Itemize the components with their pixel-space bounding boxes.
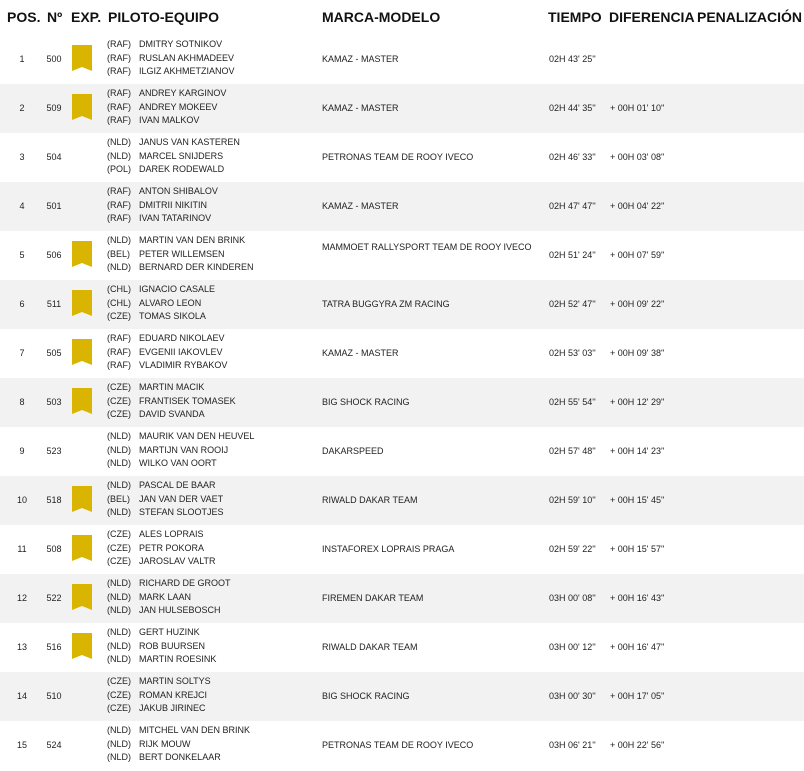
position-cell: 3 bbox=[19, 152, 25, 162]
pilot-entry[interactable] bbox=[107, 528, 216, 542]
pilot-name: ROB BUURSEN bbox=[139, 640, 206, 651]
pilot-name: RICHARD DE GROOT bbox=[139, 578, 231, 588]
pilot-nationality: (CZE) bbox=[107, 703, 131, 713]
number-cell: 503 bbox=[46, 397, 62, 407]
team-cell: BIG SHOCK RACING bbox=[322, 397, 410, 407]
team-cell: RIWALD DAKAR TEAM bbox=[322, 495, 418, 505]
pilot-nationality: (CZE) bbox=[107, 311, 131, 321]
pilots-cell bbox=[107, 87, 226, 128]
pilot-entry[interactable] bbox=[107, 604, 231, 618]
pilot-entry[interactable] bbox=[107, 702, 211, 716]
pilot-name: BERT DONKELAAR bbox=[139, 752, 221, 762]
team-cell: INSTAFOREX LOPRAIS PRAGA bbox=[322, 544, 455, 554]
pilot-nationality: (NLD) bbox=[107, 605, 131, 615]
experience-flag-icon bbox=[72, 584, 92, 610]
pilot-nationality: (RAF) bbox=[107, 52, 131, 63]
pilot-entry[interactable] bbox=[107, 52, 235, 66]
pilot-nationality: (NLD) bbox=[107, 262, 131, 272]
pilot-nationality: (CZE) bbox=[107, 395, 131, 406]
pilot-nationality: (CZE) bbox=[107, 529, 131, 539]
number-cell: 500 bbox=[46, 54, 62, 64]
pilot-nationality: (BEL) bbox=[107, 493, 131, 504]
position-cell: 7 bbox=[19, 348, 25, 358]
difference-cell: + 00H 03' 08'' bbox=[610, 152, 665, 162]
experience-flag-icon bbox=[72, 388, 92, 414]
difference-cell: + 00H 07' 59'' bbox=[610, 250, 665, 260]
header-num[interactable]: Nº bbox=[47, 9, 63, 25]
team-cell: FIREMEN DAKAR TEAM bbox=[322, 593, 424, 603]
pilot-name: ROMAN KREJCI bbox=[139, 689, 208, 700]
pilot-name: GERT HUZINK bbox=[139, 627, 200, 637]
position-cell: 12 bbox=[16, 593, 27, 603]
pilot-name: TOMAS SIKOLA bbox=[139, 311, 206, 321]
experience-flag-icon bbox=[72, 339, 92, 365]
time-cell: 02H 44' 35'' bbox=[549, 103, 596, 113]
pilots-cell bbox=[107, 724, 250, 765]
team-cell: MAMMOET RALLYSPORT TEAM DE ROOY IVECO bbox=[322, 242, 532, 252]
pilot-entry[interactable] bbox=[107, 248, 254, 262]
team-cell: KAMAZ - MASTER bbox=[322, 201, 399, 211]
time-cell: 03H 06' 21'' bbox=[549, 740, 596, 750]
pilot-name: PASCAL DE BAAR bbox=[139, 480, 216, 490]
difference-cell: + 00H 16' 43'' bbox=[610, 593, 665, 603]
experience-flag-icon bbox=[72, 633, 92, 659]
pilots-cell bbox=[107, 185, 218, 226]
pilot-name: FRANTISEK TOMASEK bbox=[139, 395, 236, 406]
time-cell: 02H 53' 03'' bbox=[549, 348, 596, 358]
pilot-entry[interactable] bbox=[107, 297, 215, 311]
pilot-entry[interactable] bbox=[107, 114, 226, 128]
team-cell: KAMAZ - MASTER bbox=[322, 103, 399, 113]
pilot-entry[interactable] bbox=[107, 87, 226, 101]
pilot-name: MARTIN ROESINK bbox=[139, 654, 217, 664]
pilots-cell bbox=[107, 38, 235, 79]
pilot-nationality: (NLD) bbox=[107, 654, 131, 664]
number-cell: 510 bbox=[46, 691, 62, 701]
position-cell: 15 bbox=[16, 740, 27, 750]
table-row[interactable] bbox=[0, 721, 804, 770]
pilots-cell bbox=[107, 332, 227, 373]
pilot-nationality: (NLD) bbox=[107, 431, 131, 441]
number-cell: 518 bbox=[46, 495, 62, 505]
pilot-name: DMITRII NIKITIN bbox=[139, 199, 207, 210]
time-cell: 02H 47' 47'' bbox=[549, 201, 596, 211]
pilot-name: JAROSLAV VALTR bbox=[139, 556, 216, 566]
time-cell: 02H 57' 48'' bbox=[549, 446, 596, 456]
pilot-name: MARTIN VAN DEN BRINK bbox=[139, 235, 246, 245]
pilot-entry[interactable] bbox=[107, 640, 216, 654]
position-cell: 2 bbox=[19, 103, 25, 113]
pilot-entry[interactable] bbox=[107, 444, 254, 458]
pilot-name: BERNARD DER KINDEREN bbox=[139, 262, 254, 272]
experience-flag-icon bbox=[72, 45, 92, 71]
pilot-nationality: (CHL) bbox=[107, 297, 131, 308]
position-cell: 13 bbox=[16, 642, 27, 652]
pilot-entry[interactable] bbox=[107, 653, 216, 667]
pilot-entry[interactable] bbox=[107, 506, 224, 520]
pilot-entry[interactable] bbox=[107, 359, 227, 373]
number-cell: 504 bbox=[46, 152, 62, 162]
pilot-entry[interactable] bbox=[107, 724, 250, 738]
pilot-name: JAN VAN DER VAET bbox=[139, 493, 224, 504]
pilots-cell bbox=[107, 234, 254, 275]
pilot-name: EDUARD NIKOLAEV bbox=[139, 333, 225, 343]
pilot-name: MARTIJN VAN ROOIJ bbox=[139, 444, 229, 455]
pilot-name: STEFAN SLOOTJES bbox=[139, 507, 224, 517]
time-cell: 03H 00' 08'' bbox=[549, 593, 596, 603]
pilot-nationality: (NLD) bbox=[107, 578, 131, 588]
pilot-entry[interactable] bbox=[107, 101, 226, 115]
pilot-name: JANUS VAN KASTEREN bbox=[139, 137, 240, 147]
pilots-cell bbox=[107, 430, 254, 471]
pilot-name: DAREK RODEWALD bbox=[139, 164, 225, 174]
pilot-entry[interactable] bbox=[107, 479, 224, 493]
pilots-cell bbox=[107, 283, 215, 324]
time-cell: 02H 43' 25'' bbox=[549, 54, 596, 64]
table-row[interactable] bbox=[0, 182, 804, 231]
experience-flag-icon bbox=[72, 290, 92, 316]
pilots-cell bbox=[107, 136, 240, 177]
pilot-nationality: (RAF) bbox=[107, 88, 131, 98]
pilot-entry[interactable] bbox=[107, 65, 235, 79]
pilot-entry[interactable] bbox=[107, 689, 211, 703]
position-cell: 14 bbox=[16, 691, 27, 701]
pilots-cell bbox=[107, 626, 216, 667]
position-cell: 5 bbox=[19, 250, 25, 260]
header-tiempo[interactable]: TIEMPO bbox=[548, 9, 602, 25]
pilot-name: ALES LOPRAIS bbox=[139, 529, 204, 539]
table-row[interactable] bbox=[0, 280, 804, 329]
header-diferencia[interactable]: DIFERENCIA bbox=[609, 9, 695, 25]
number-cell: 516 bbox=[46, 642, 62, 652]
pilot-name: DAVID SVANDA bbox=[139, 409, 205, 419]
pilot-nationality: (NLD) bbox=[107, 752, 131, 762]
header-piloto[interactable]: PILOTO-EQUIPO bbox=[108, 9, 219, 25]
team-cell: PETRONAS TEAM DE ROOY IVECO bbox=[322, 152, 474, 162]
time-cell: 02H 52' 47'' bbox=[549, 299, 596, 309]
table-row[interactable] bbox=[0, 672, 804, 721]
number-cell: 509 bbox=[46, 103, 62, 113]
pilot-entry[interactable] bbox=[107, 38, 235, 52]
pilot-entry[interactable] bbox=[107, 457, 254, 471]
pilot-entry[interactable] bbox=[107, 493, 224, 507]
pilot-name: PETER WILLEMSEN bbox=[139, 248, 225, 259]
table-header bbox=[0, 0, 804, 35]
team-cell: RIWALD DAKAR TEAM bbox=[322, 642, 418, 652]
team-cell: TATRA BUGGYRA ZM RACING bbox=[322, 299, 450, 309]
position-cell: 6 bbox=[19, 299, 25, 309]
time-cell: 03H 00' 12'' bbox=[549, 642, 596, 652]
pilots-cell bbox=[107, 675, 211, 716]
table-row[interactable] bbox=[0, 329, 804, 378]
difference-cell: + 00H 09' 22'' bbox=[610, 299, 665, 309]
difference-cell: + 00H 01' 10'' bbox=[610, 103, 665, 113]
pilot-entry[interactable] bbox=[107, 675, 211, 689]
table-row[interactable] bbox=[0, 574, 804, 623]
number-cell: 522 bbox=[46, 593, 62, 603]
pilot-nationality: (RAF) bbox=[107, 101, 131, 112]
table-row[interactable] bbox=[0, 133, 804, 182]
difference-cell: + 00H 14' 23'' bbox=[610, 446, 665, 456]
pilot-name: RIJK MOUW bbox=[139, 738, 191, 749]
pilot-entry[interactable] bbox=[107, 150, 240, 164]
pilot-name: DMITRY SOTNIKOV bbox=[139, 39, 223, 49]
pilot-nationality: (RAF) bbox=[107, 39, 131, 49]
difference-cell: + 00H 15' 57'' bbox=[610, 544, 665, 554]
pilot-name: IVAN MALKOV bbox=[139, 115, 200, 125]
position-cell: 10 bbox=[16, 495, 27, 505]
position-cell: 8 bbox=[19, 397, 25, 407]
pilot-nationality: (CZE) bbox=[107, 382, 131, 392]
difference-cell: + 00H 17' 05'' bbox=[610, 691, 665, 701]
position-cell: 9 bbox=[19, 446, 25, 456]
pilot-nationality: (RAF) bbox=[107, 213, 131, 223]
team-cell: KAMAZ - MASTER bbox=[322, 54, 399, 64]
experience-flag-icon bbox=[72, 241, 92, 267]
pilot-name: PETR POKORA bbox=[139, 542, 205, 553]
time-cell: 02H 59' 22'' bbox=[549, 544, 596, 554]
pilot-name: MARCEL SNIJDERS bbox=[139, 150, 224, 161]
pilots-cell bbox=[107, 528, 216, 569]
team-cell: PETRONAS TEAM DE ROOY IVECO bbox=[322, 740, 474, 750]
pilot-entry[interactable] bbox=[107, 395, 236, 409]
pilot-name: ANTON SHIBALOV bbox=[139, 186, 218, 196]
pilots-cell bbox=[107, 381, 236, 422]
position-cell: 1 bbox=[19, 54, 25, 64]
team-cell: KAMAZ - MASTER bbox=[322, 348, 399, 358]
pilot-nationality: (RAF) bbox=[107, 186, 131, 196]
pilot-nationality: (NLD) bbox=[107, 507, 131, 517]
pilot-entry[interactable] bbox=[107, 555, 216, 569]
pilot-name: IGNACIO CASALE bbox=[139, 284, 216, 294]
pilot-entry[interactable] bbox=[107, 261, 254, 275]
pilot-name: VLADIMIR RYBAKOV bbox=[139, 360, 228, 370]
pilot-nationality: (NLD) bbox=[107, 640, 131, 651]
pilot-nationality: (CZE) bbox=[107, 542, 131, 553]
difference-cell: + 00H 09' 38'' bbox=[610, 348, 665, 358]
difference-cell: + 00H 22' 56'' bbox=[610, 740, 665, 750]
pilot-nationality: (NLD) bbox=[107, 725, 131, 735]
time-cell: 02H 51' 24'' bbox=[549, 250, 596, 260]
pilot-entry[interactable] bbox=[107, 199, 218, 213]
number-cell: 523 bbox=[46, 446, 62, 456]
position-cell: 4 bbox=[19, 201, 25, 211]
pilot-name: JAKUB JIRINEC bbox=[139, 703, 206, 713]
pilot-nationality: (RAF) bbox=[107, 115, 131, 125]
pilot-entry[interactable] bbox=[107, 626, 216, 640]
pilot-nationality: (RAF) bbox=[107, 333, 131, 343]
pilot-entry[interactable] bbox=[107, 212, 218, 226]
pilots-cell bbox=[107, 479, 224, 520]
pilot-nationality: (NLD) bbox=[107, 627, 131, 637]
pilot-entry[interactable] bbox=[107, 185, 218, 199]
pilot-nationality: (NLD) bbox=[107, 738, 131, 749]
table-row[interactable] bbox=[0, 84, 804, 133]
number-cell: 524 bbox=[46, 740, 62, 750]
pilot-entry[interactable] bbox=[107, 332, 227, 346]
pilot-nationality: (CZE) bbox=[107, 409, 131, 419]
number-cell: 511 bbox=[46, 299, 62, 309]
pilot-nationality: (RAF) bbox=[107, 360, 131, 370]
pilot-entry[interactable] bbox=[107, 542, 216, 556]
experience-flag-icon bbox=[72, 535, 92, 561]
number-cell: 506 bbox=[46, 250, 62, 260]
pilot-name: ANDREY KARGINOV bbox=[139, 88, 227, 98]
pilot-entry[interactable] bbox=[107, 234, 254, 248]
pilot-nationality: (CZE) bbox=[107, 676, 131, 686]
difference-cell: + 00H 12' 29'' bbox=[610, 397, 665, 407]
table-row[interactable] bbox=[0, 35, 804, 84]
difference-cell: + 00H 15' 45'' bbox=[610, 495, 665, 505]
experience-flag-icon bbox=[72, 94, 92, 120]
header-marca[interactable]: MARCA-MODELO bbox=[322, 9, 441, 25]
table-row[interactable] bbox=[0, 231, 804, 280]
pilot-name: JAN HULSEBOSCH bbox=[139, 605, 221, 615]
difference-cell: + 00H 16' 47'' bbox=[610, 642, 665, 652]
number-cell: 508 bbox=[46, 544, 62, 554]
pilot-name: MITCHEL VAN DEN BRINK bbox=[139, 725, 251, 735]
pilot-name: RUSLAN AKHMADEEV bbox=[139, 52, 235, 63]
pilot-nationality: (NLD) bbox=[107, 480, 131, 490]
pilot-nationality: (NLD) bbox=[107, 235, 131, 245]
pilot-entry[interactable] bbox=[107, 381, 236, 395]
pilot-entry[interactable] bbox=[107, 591, 231, 605]
pilots-cell bbox=[107, 577, 231, 618]
pilot-name: ALVARO LEON bbox=[139, 297, 202, 308]
pilot-entry[interactable] bbox=[107, 577, 231, 591]
pilot-entry[interactable] bbox=[107, 283, 215, 297]
pilot-nationality: (POL) bbox=[107, 164, 132, 174]
pilot-name: EVGENII IAKOVLEV bbox=[139, 346, 223, 357]
header-pos[interactable]: POS. bbox=[7, 9, 41, 25]
table-row[interactable] bbox=[0, 525, 804, 574]
pilot-nationality: (BEL) bbox=[107, 248, 131, 259]
pilot-nationality: (RAF) bbox=[107, 199, 131, 210]
table-row[interactable] bbox=[0, 623, 804, 672]
time-cell: 02H 46' 33'' bbox=[549, 152, 596, 162]
pilot-name: MAURIK VAN DEN HEUVEL bbox=[139, 431, 255, 441]
position-cell: 11 bbox=[17, 544, 27, 554]
pilot-nationality: (RAF) bbox=[107, 346, 131, 357]
pilot-entry[interactable] bbox=[107, 310, 215, 324]
pilot-name: MARTIN MACIK bbox=[139, 382, 205, 392]
pilot-name: IVAN TATARINOV bbox=[139, 213, 212, 223]
pilot-entry[interactable] bbox=[107, 751, 250, 765]
pilot-name: ANDREY MOKEEV bbox=[139, 101, 218, 112]
pilot-entry[interactable] bbox=[107, 136, 240, 150]
pilot-nationality: (NLD) bbox=[107, 137, 131, 147]
number-cell: 501 bbox=[46, 201, 62, 211]
table-row[interactable] bbox=[0, 427, 804, 476]
pilot-name: WILKO VAN OORT bbox=[139, 458, 217, 468]
time-cell: 03H 00' 30'' bbox=[549, 691, 596, 701]
table-row[interactable] bbox=[0, 476, 804, 525]
pilot-name: MARTIN SOLTYS bbox=[139, 676, 211, 686]
time-cell: 02H 59' 10'' bbox=[549, 495, 596, 505]
pilot-name: MARK LAAN bbox=[139, 591, 192, 602]
pilot-nationality: (NLD) bbox=[107, 458, 131, 468]
pilot-entry[interactable] bbox=[107, 430, 254, 444]
pilot-entry[interactable] bbox=[107, 738, 250, 752]
pilot-nationality: (NLD) bbox=[107, 444, 131, 455]
pilot-nationality: (CZE) bbox=[107, 556, 131, 566]
pilot-name: ILGIZ AKHMETZIANOV bbox=[139, 66, 235, 76]
experience-flag-icon bbox=[72, 486, 92, 512]
pilot-nationality: (CHL) bbox=[107, 284, 131, 294]
team-cell: DAKARSPEED bbox=[322, 446, 384, 456]
pilot-entry[interactable] bbox=[107, 408, 236, 422]
difference-cell: + 00H 04' 22'' bbox=[610, 201, 665, 211]
pilot-entry[interactable] bbox=[107, 163, 240, 177]
header-penalizacion[interactable]: PENALIZACIÓN bbox=[697, 9, 802, 25]
pilot-nationality: (NLD) bbox=[107, 150, 131, 161]
team-cell: BIG SHOCK RACING bbox=[322, 691, 410, 701]
number-cell: 505 bbox=[46, 348, 62, 358]
header-exp[interactable]: EXP. bbox=[71, 9, 102, 25]
pilot-nationality: (RAF) bbox=[107, 66, 131, 76]
table-row[interactable] bbox=[0, 378, 804, 427]
pilot-nationality: (CZE) bbox=[107, 689, 131, 700]
pilot-entry[interactable] bbox=[107, 346, 227, 360]
time-cell: 02H 55' 54'' bbox=[549, 397, 596, 407]
pilot-nationality: (NLD) bbox=[107, 591, 131, 602]
